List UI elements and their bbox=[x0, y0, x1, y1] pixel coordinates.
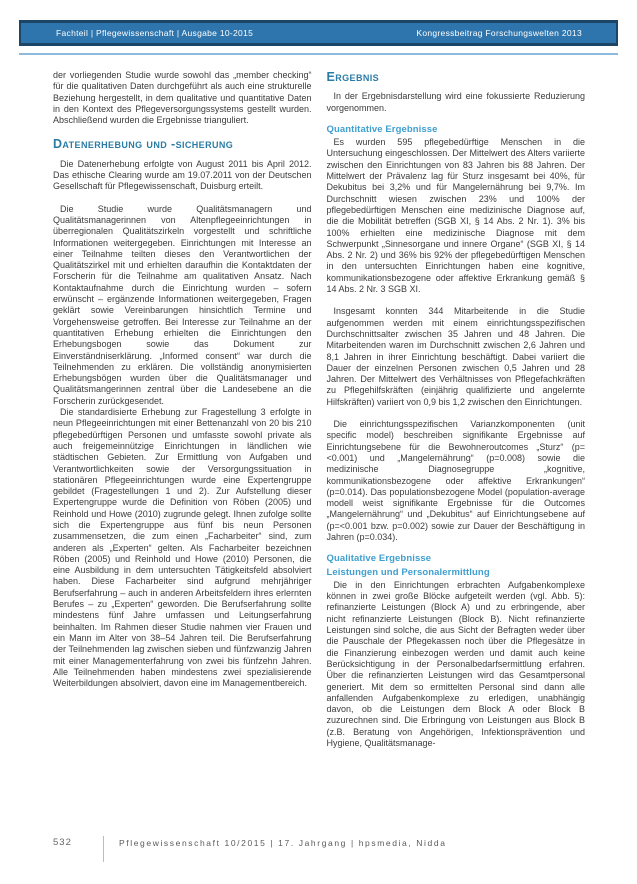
paragraph: Insgesamt konnten 344 Mitarbeitende in die Studie aufgenommen werden mit einem einrichtungsspezifischen Durchschnittsalter zwischen 35 Jahren und 48 Jahren. Die Mitarbeitenden waren im Durchschnitt zwischen 2,6 Jahren und 8,1 Jahren in ihrer Einrichtung beschäftigt. Dabei variiert die Dauer der einzelnen Personen zwischen 0,5 Jahren und 28 Jahren. Der Mittelwert des Verhältnisses von Pflegefachkräften zu Pflegehilfskräften (einjährig qualifizierte und angelernte Hilfskräften) variiert von 0,9 bis 1,2 zwischen den Einrichtungen. bbox=[326, 306, 585, 407]
paragraph: In der Ergebnisdarstellung wird eine fokussierte Reduzierung vorgenommen. bbox=[326, 91, 585, 113]
footer-journal-line: Pflegewissenschaft 10/2015 | 17. Jahrgang | hpsmedia, Nidda bbox=[119, 838, 447, 848]
paragraph: Die einrichtungsspezifischen Varianzkomponenten (unit specific model) beschreiben signifikante Ergebnisse auf Einrichtungsebene für die Bewohneroutcomes „Sturz“ (p=<0.001) und „Mangelernährung“ (p=0.008) sowie die medizinische Diagnosegruppe „kognitive, kommunikationsbezogene oder affektive Erkrankungen“ (p=0.014). Das populationsbezogene Model (population-average modell weist signifikante Ergebnisse für die Outcomes „Mangelernährung“ und „Dekubitus“ auf Einrichtungsebene auf (p=<0.001 bzw. p=0.002) sowie zur Dauer der Beschäftigung in Jahren (p=0.034). bbox=[326, 419, 585, 542]
paragraph: Es wurden 595 pflegebedürftige Menschen in die Untersuchung eingeschlossen. Der Mittelwert des Alters variierte zwischen den Einrichtungen von 83 Jahren bis 88 Jahren. Der Mittelwert der Prävalenz lag für Sturz insgesamt bei 40%, für Dekubitus bei 3,2% und für Mangelernährung bei 9,7%. Im Durchschnitt wiesen zwischen 23% und 100% der pflegebedürftigen Menschen eine medizinische Diagnose auf, die die Mobilität betreffen (SGB XI, § 14 Abs. 2 Nr. 1). 3% bis 100% erhielten eine medizinische Diagnose mit dem Schwerpunkt „Sinnesorgane und innere Organe“ (SGB XI, § 14 Abs. 2 Nr. 2) und 36% bis 92% der pflegebedürftigen Menschen in den untersuchten Einrichtungen haben eine kognitive, kommunikationsbezogene oder affektive Erkrankung gemäß § 14 Abs. 2 Nr. 3 SGB XI. bbox=[326, 137, 585, 295]
page-number: 532 bbox=[53, 837, 72, 848]
page-footer bbox=[53, 836, 447, 862]
paragraph: Die Datenerhebung erfolgte von August 2011 bis April 2012. Das ethische Clearing wurde am 19.07.2011 von der Deutschen Gesellschaft für Pflegewissenschaft, Duisburg erteilt. bbox=[53, 158, 312, 192]
footer-divider-rule bbox=[103, 836, 104, 862]
paragraph: Die standardisierte Erhebung zur Fragestellung 3 erfolgte in neun Pflegeeinrichtungen mit einer Bettenanzahl von 20 bis 210 pflegebedürftigen Personen und umfasste sowohl private als auch freigemeinnützige Einrichtungen in ländlichen wie städtischen Gebieten. Zur Ermittlung von Aufgaben und Verantwortlichkeiten sowie der Versorgungssituation in stationären Pflegeeinrichtungen wurde eine Expertengruppe gebildet (Fragestellungen 1 und 2). Zur Aufstellung dieser Expertengruppe wurde die Definition von Röben (2005) und Reinhold und Howe (2010) zugrunde gelegt. Ihnen zufolge sollte sich die Expertengruppe aus fünf bis neun Personen zusammensetzen, die zum einen „Facharbeiter“ sind, zum anderen als „Experten“ gelten. Als Facharbeiter bezeichnen Röben (2005) und Reinhold und Howe (2010) Personen, die eine Ausbildung in dem untersuchten Tätigkeitsfeld absolviert haben. Diese Facharbeiter sind aufgrund mehrjähriger Berufserfahrung – auch in anderen Arbeitsfeldern ihres erlernten Berufes – zu „Experten“ geworden. Die Berufserfahrung sollte mindestens fünf Jahre umfassen und Leitungserfahrung beinhalten. Im Rahmen dieser Studie nahmen vier Frauen und ein Mann im Alter von 38–54 Jahren teil. Die Berufserfahrung der Teilnehmenden lag zwischen sieben und fünfzwanzig Jahren mit einer Managementerfahrung von zwei bis fünfzehn Jahren. Alle Teilnehmenden haben mindestens zwei spezialisierende Weiterbildungen absolviert, davon eine im Managementbereich. bbox=[53, 407, 312, 689]
header-right-label: Kongressbeitrag Forschungswelten 2013 bbox=[416, 28, 582, 38]
header-left-label: Fachteil | Pflegewissenschaft | Ausgabe 10-2015 bbox=[56, 28, 254, 38]
right-column bbox=[327, 70, 586, 749]
sub-heading-quantitative-ergebnisse: Quantitative Ergebnisse bbox=[326, 123, 438, 135]
section-heading-ergebnis: Ergebnis bbox=[326, 70, 380, 84]
sub-heading-qualitative-ergebnisse: Qualitative Ergebnisse bbox=[326, 553, 432, 565]
left-column bbox=[53, 70, 312, 749]
journal-header-bar bbox=[19, 20, 618, 46]
section-heading-datenerhebung: Datenerhebung und -sicherung bbox=[53, 137, 234, 152]
sub-heading-leistungen-personalermittlung: Leistungen und Personalermittlung bbox=[326, 566, 490, 578]
paragraph: Die Studie wurde Qualitätsmanagern und Qualitätsmanagerinnen von Altenpflegeeinrichtungen in überregionalen Qualitätszirkeln vorgestellt und schriftliche Informationen weitergegeben. Einrichtungen mit Interesse an einer Teilnahme teilten dieses den Verantwortlichen der Qualitätszirkel mit und erhielten daraufhin die Kontaktdaten der Forscherin für die Teilnahme am qualitativen Ansatz. Nach Kontaktaufnahme durch die Einrichtung wurden – sofern erwünscht – ergänzende Informationen weitergegeben, Fragen geklärt sowie Vereinbarungen hinsichtlich Termine und Vorgehensweise getroffen. Bei Interesse zur Teilnahme an der quantitativen Erhebung erhielten die Einrichtungen den Erhebungsbogen sowie das Dokument zur Einverständniserklärung. „Informed consent“ war durch die Teilnehmenden zu erklären. Die vollständig anonymisierten Erhebungsbögen wurden über die Qualitätsmanager und Qualitätsmangerinnen zentral über die Landesebene an die Forscherin zurückgesendet. bbox=[53, 203, 312, 406]
paragraph: Die in den Einrichtungen erbrachten Aufgabenkomplexe können in zwei große Blöcke aufgeteilt werden (vgl. Abb. 5): refinanzierte Leistungen (Block A) und zu erbringende, aber nicht refinanzierte Leistungen (Block B). Nicht refinanzierte Leistungen sind solche, die aus Sicht der Befragten weder über die Pauschale der Pflegekassen noch über die Pflegesätze in die Finanzierung einbezogen werden und damit auch keine Berücksichtigung in der Personalbedarfsermittlung erfahren. Über die refinanzierten Leistungen wird das Gesamtpersonal generiert. Mit dem so ermittelten Personal sind dann alle anfallenden Aufgabenkomplexe zu erledigen, unabhängig davon, ob die Leistungen dem Block A oder Block B zuzurechnen sind. Die Erbringung von Leistungen aus Block B (z.B. Beratung von Angehörigen, Infektionsprävention und Hygiene, Qualitätsmanage- bbox=[326, 579, 585, 749]
header-divider-rule bbox=[19, 53, 618, 55]
paragraph: der vorliegenden Studie wurde sowohl das „member checking“ für die qualitativen Daten durchgeführt als auch eine strukturelle Beziehung hergestellt, in dem qualitative und quantitative Daten in den Kontext des Pflegeversorgungssystems gestellt wurden. Abschließend wurden die Ergebnisse trianguliert. bbox=[53, 70, 312, 126]
article-body bbox=[53, 70, 585, 749]
